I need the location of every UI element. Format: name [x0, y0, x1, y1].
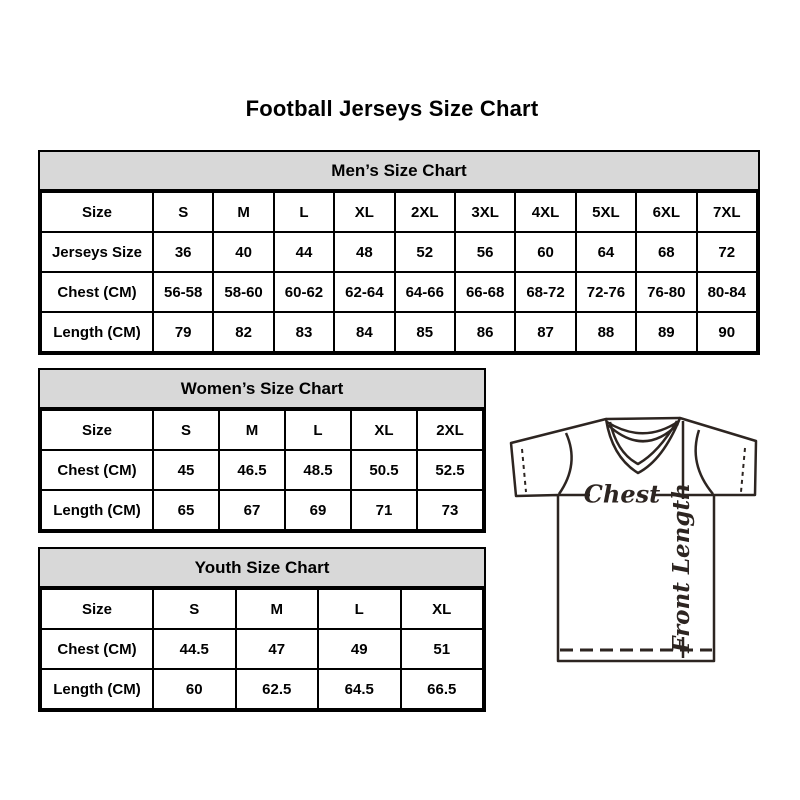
row-label-cell: Size [41, 589, 153, 629]
value-cell: M [219, 410, 285, 450]
value-cell: 80-84 [697, 272, 757, 312]
value-cell: 64 [576, 232, 636, 272]
table-row [41, 410, 483, 450]
value-cell: 49 [318, 629, 401, 669]
womens-table-grid [40, 409, 484, 531]
table-row [41, 589, 483, 629]
value-cell: 64-66 [395, 272, 455, 312]
value-cell: 56 [455, 232, 515, 272]
womens-size-chart-table [38, 368, 486, 533]
value-cell: 85 [395, 312, 455, 352]
value-cell: 72-76 [576, 272, 636, 312]
row-label-cell: Chest (CM) [41, 450, 153, 490]
table-row [41, 192, 757, 232]
value-cell: 48 [334, 232, 394, 272]
value-cell: 56-58 [153, 272, 213, 312]
value-cell: 84 [334, 312, 394, 352]
value-cell: 64.5 [318, 669, 401, 709]
value-cell: XL [401, 589, 484, 629]
value-cell: 66-68 [455, 272, 515, 312]
value-cell: S [153, 192, 213, 232]
value-cell: L [318, 589, 401, 629]
value-cell: 79 [153, 312, 213, 352]
value-cell: 88 [576, 312, 636, 352]
value-cell: 46.5 [219, 450, 285, 490]
value-cell: 2XL [417, 410, 483, 450]
value-cell: 83 [274, 312, 334, 352]
jersey-measurement-diagram [494, 402, 776, 684]
value-cell: M [236, 589, 319, 629]
womens-table-title: Women’s Size Chart [40, 370, 484, 409]
value-cell: 48.5 [285, 450, 351, 490]
table-row [41, 312, 757, 352]
value-cell: 87 [515, 312, 575, 352]
value-cell: 60 [515, 232, 575, 272]
value-cell: 50.5 [351, 450, 417, 490]
value-cell: 68 [636, 232, 696, 272]
value-cell: 44.5 [153, 629, 236, 669]
value-cell: 67 [219, 490, 285, 530]
value-cell: 7XL [697, 192, 757, 232]
row-label-cell: Size [41, 192, 153, 232]
youth-size-chart-table [38, 547, 486, 712]
value-cell: S [153, 589, 236, 629]
row-label-cell: Jerseys Size [41, 232, 153, 272]
row-label-cell: Length (CM) [41, 312, 153, 352]
table-row [41, 490, 483, 530]
value-cell: M [213, 192, 273, 232]
row-label-cell: Chest (CM) [41, 272, 153, 312]
value-cell: S [153, 410, 219, 450]
row-label-cell: Length (CM) [41, 490, 153, 530]
value-cell: 82 [213, 312, 273, 352]
value-cell: 90 [697, 312, 757, 352]
value-cell: 4XL [515, 192, 575, 232]
collar-top-line [606, 418, 680, 419]
value-cell: 60-62 [274, 272, 334, 312]
value-cell: XL [351, 410, 417, 450]
value-cell: 52 [395, 232, 455, 272]
page-title: Football Jerseys Size Chart [245, 96, 539, 121]
value-cell: 47 [236, 629, 319, 669]
value-cell: 86 [455, 312, 515, 352]
value-cell: L [274, 192, 334, 232]
table-row [41, 629, 483, 669]
value-cell: 68-72 [515, 272, 575, 312]
mens-table-grid [40, 191, 758, 353]
value-cell: 62.5 [236, 669, 319, 709]
value-cell: 69 [285, 490, 351, 530]
value-cell: 73 [417, 490, 483, 530]
value-cell: 45 [153, 450, 219, 490]
value-cell: 2XL [395, 192, 455, 232]
row-label-cell: Chest (CM) [41, 629, 153, 669]
value-cell: 36 [153, 232, 213, 272]
value-cell: 52.5 [417, 450, 483, 490]
jersey-outline [511, 418, 756, 661]
youth-table-title: Youth Size Chart [40, 549, 484, 588]
value-cell: L [285, 410, 351, 450]
value-cell: 5XL [576, 192, 636, 232]
mens-table-title: Men’s Size Chart [40, 152, 758, 191]
value-cell: 3XL [455, 192, 515, 232]
value-cell: 66.5 [401, 669, 484, 709]
value-cell: XL [334, 192, 394, 232]
value-cell: 76-80 [636, 272, 696, 312]
value-cell: 44 [274, 232, 334, 272]
table-row [41, 272, 757, 312]
front-length-label: Front Length [668, 483, 695, 653]
mens-size-chart-table [38, 150, 760, 355]
value-cell: 60 [153, 669, 236, 709]
table-row [41, 232, 757, 272]
value-cell: 89 [636, 312, 696, 352]
value-cell: 58-60 [213, 272, 273, 312]
table-row [41, 669, 483, 709]
youth-table-grid [40, 588, 484, 710]
value-cell: 6XL [636, 192, 696, 232]
value-cell: 40 [213, 232, 273, 272]
value-cell: 71 [351, 490, 417, 530]
value-cell: 51 [401, 629, 484, 669]
value-cell: 72 [697, 232, 757, 272]
row-label-cell: Length (CM) [41, 669, 153, 709]
value-cell: 62-64 [334, 272, 394, 312]
table-row [41, 450, 483, 490]
value-cell: 65 [153, 490, 219, 530]
row-label-cell: Size [41, 410, 153, 450]
chest-label: Chest [583, 479, 661, 509]
